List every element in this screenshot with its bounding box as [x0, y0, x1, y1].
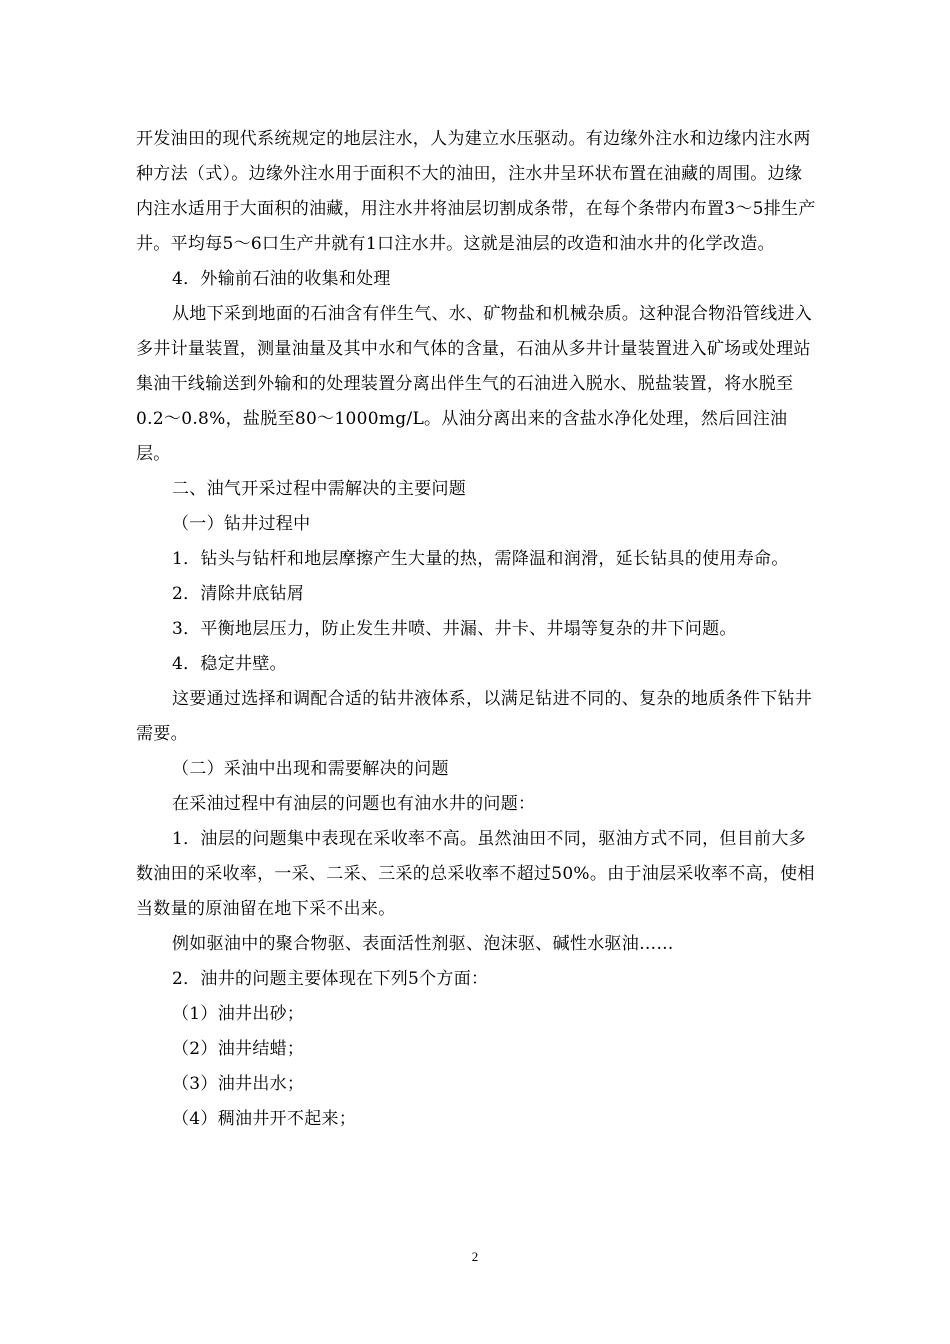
- paragraph-flooding-examples: 例如驱油中的聚合物驱、表面活性剂驱、泡沫驱、碱性水驱油……: [172, 934, 674, 954]
- sub-item-wax: （2）油井结蜡；: [172, 1039, 305, 1059]
- paragraph-production-intro: 在采油过程中有油层的问题也有油水井的问题：: [172, 794, 536, 814]
- heading-oil-collection: 4．外输前石油的收集和处理: [172, 269, 391, 289]
- heading-main-problems: 二、油气开采过程中需解决的主要问题: [172, 479, 467, 499]
- sub-item-heavy-oil: （4）稠油井开不起来；: [172, 1109, 357, 1129]
- list-item-drilling-1: 1．钻头与钻杆和地层摩擦产生大量的热，需降温和润滑，延长钻具的使用寿命。: [172, 549, 789, 569]
- sub-item-sand: （1）油井出砂；: [172, 1004, 305, 1024]
- paragraph-oil-processing: 从地下采到地面的石油含有伴生气、水、矿物盐和机械杂质。这种混合物沿管线进入多井计量装置，测量油量及其中水和气体的含量，石油从多井计量装置进入矿场或处理站集油干线输送到外输和的处理装置分离出伴生气的石油进入脱水、脱盐装置，将水脱至0.2～0.8%，盐脱至80～1000mg/L。从油分离出来的含盐水净化处理，然后回注油层。: [136, 304, 813, 464]
- list-item-well-problems: 2．油井的问题主要体现在下列5个方面：: [172, 969, 489, 989]
- heading-drilling: （一）钻井过程中: [172, 514, 311, 534]
- sub-item-water: （3）油井出水；: [172, 1074, 305, 1094]
- document-body: [136, 122, 816, 1137]
- paragraph-water-injection: 开发油田的现代系统规定的地层注水，人为建立水压驱动。有边缘外注水和边缘内注水两种方法（式）。边缘外注水用于面积不大的油田，注水井呈环状布置在油藏的周围。边缘内注水适用于大面积的油藏，用注水井将油层切割成条带，在每个条带内布置3～5排生产井。平均每5～6口生产井就有1口注水井。这就是油层的改造和油水井的化学改造。: [136, 129, 816, 254]
- paragraph-drilling-fluid: 这要通过选择和调配合适的钻井液体系，以满足钻进不同的、复杂的地质条件下钻井需要。: [136, 689, 813, 744]
- list-item-drilling-2: 2．清除井底钻屑: [172, 584, 305, 604]
- list-item-drilling-4: 4．稳定井壁。: [172, 654, 287, 674]
- list-item-reservoir-problem: 1．油层的问题集中表现在采收率不高。虽然油田不同，驱油方式不同，但目前大多数油田的采收率，一采、二采、三采的总采收率不超过50%。由于油层采收率不高，使相当数量的原油留在地下采不出来。: [136, 829, 815, 919]
- page-number: 2: [471, 1249, 479, 1264]
- list-item-drilling-3: 3．平衡地层压力，防止发生井喷、井漏、井卡、井塌等复杂的井下问题。: [172, 619, 737, 639]
- heading-oil-production: （二）采油中出现和需要解决的问题: [172, 759, 449, 779]
